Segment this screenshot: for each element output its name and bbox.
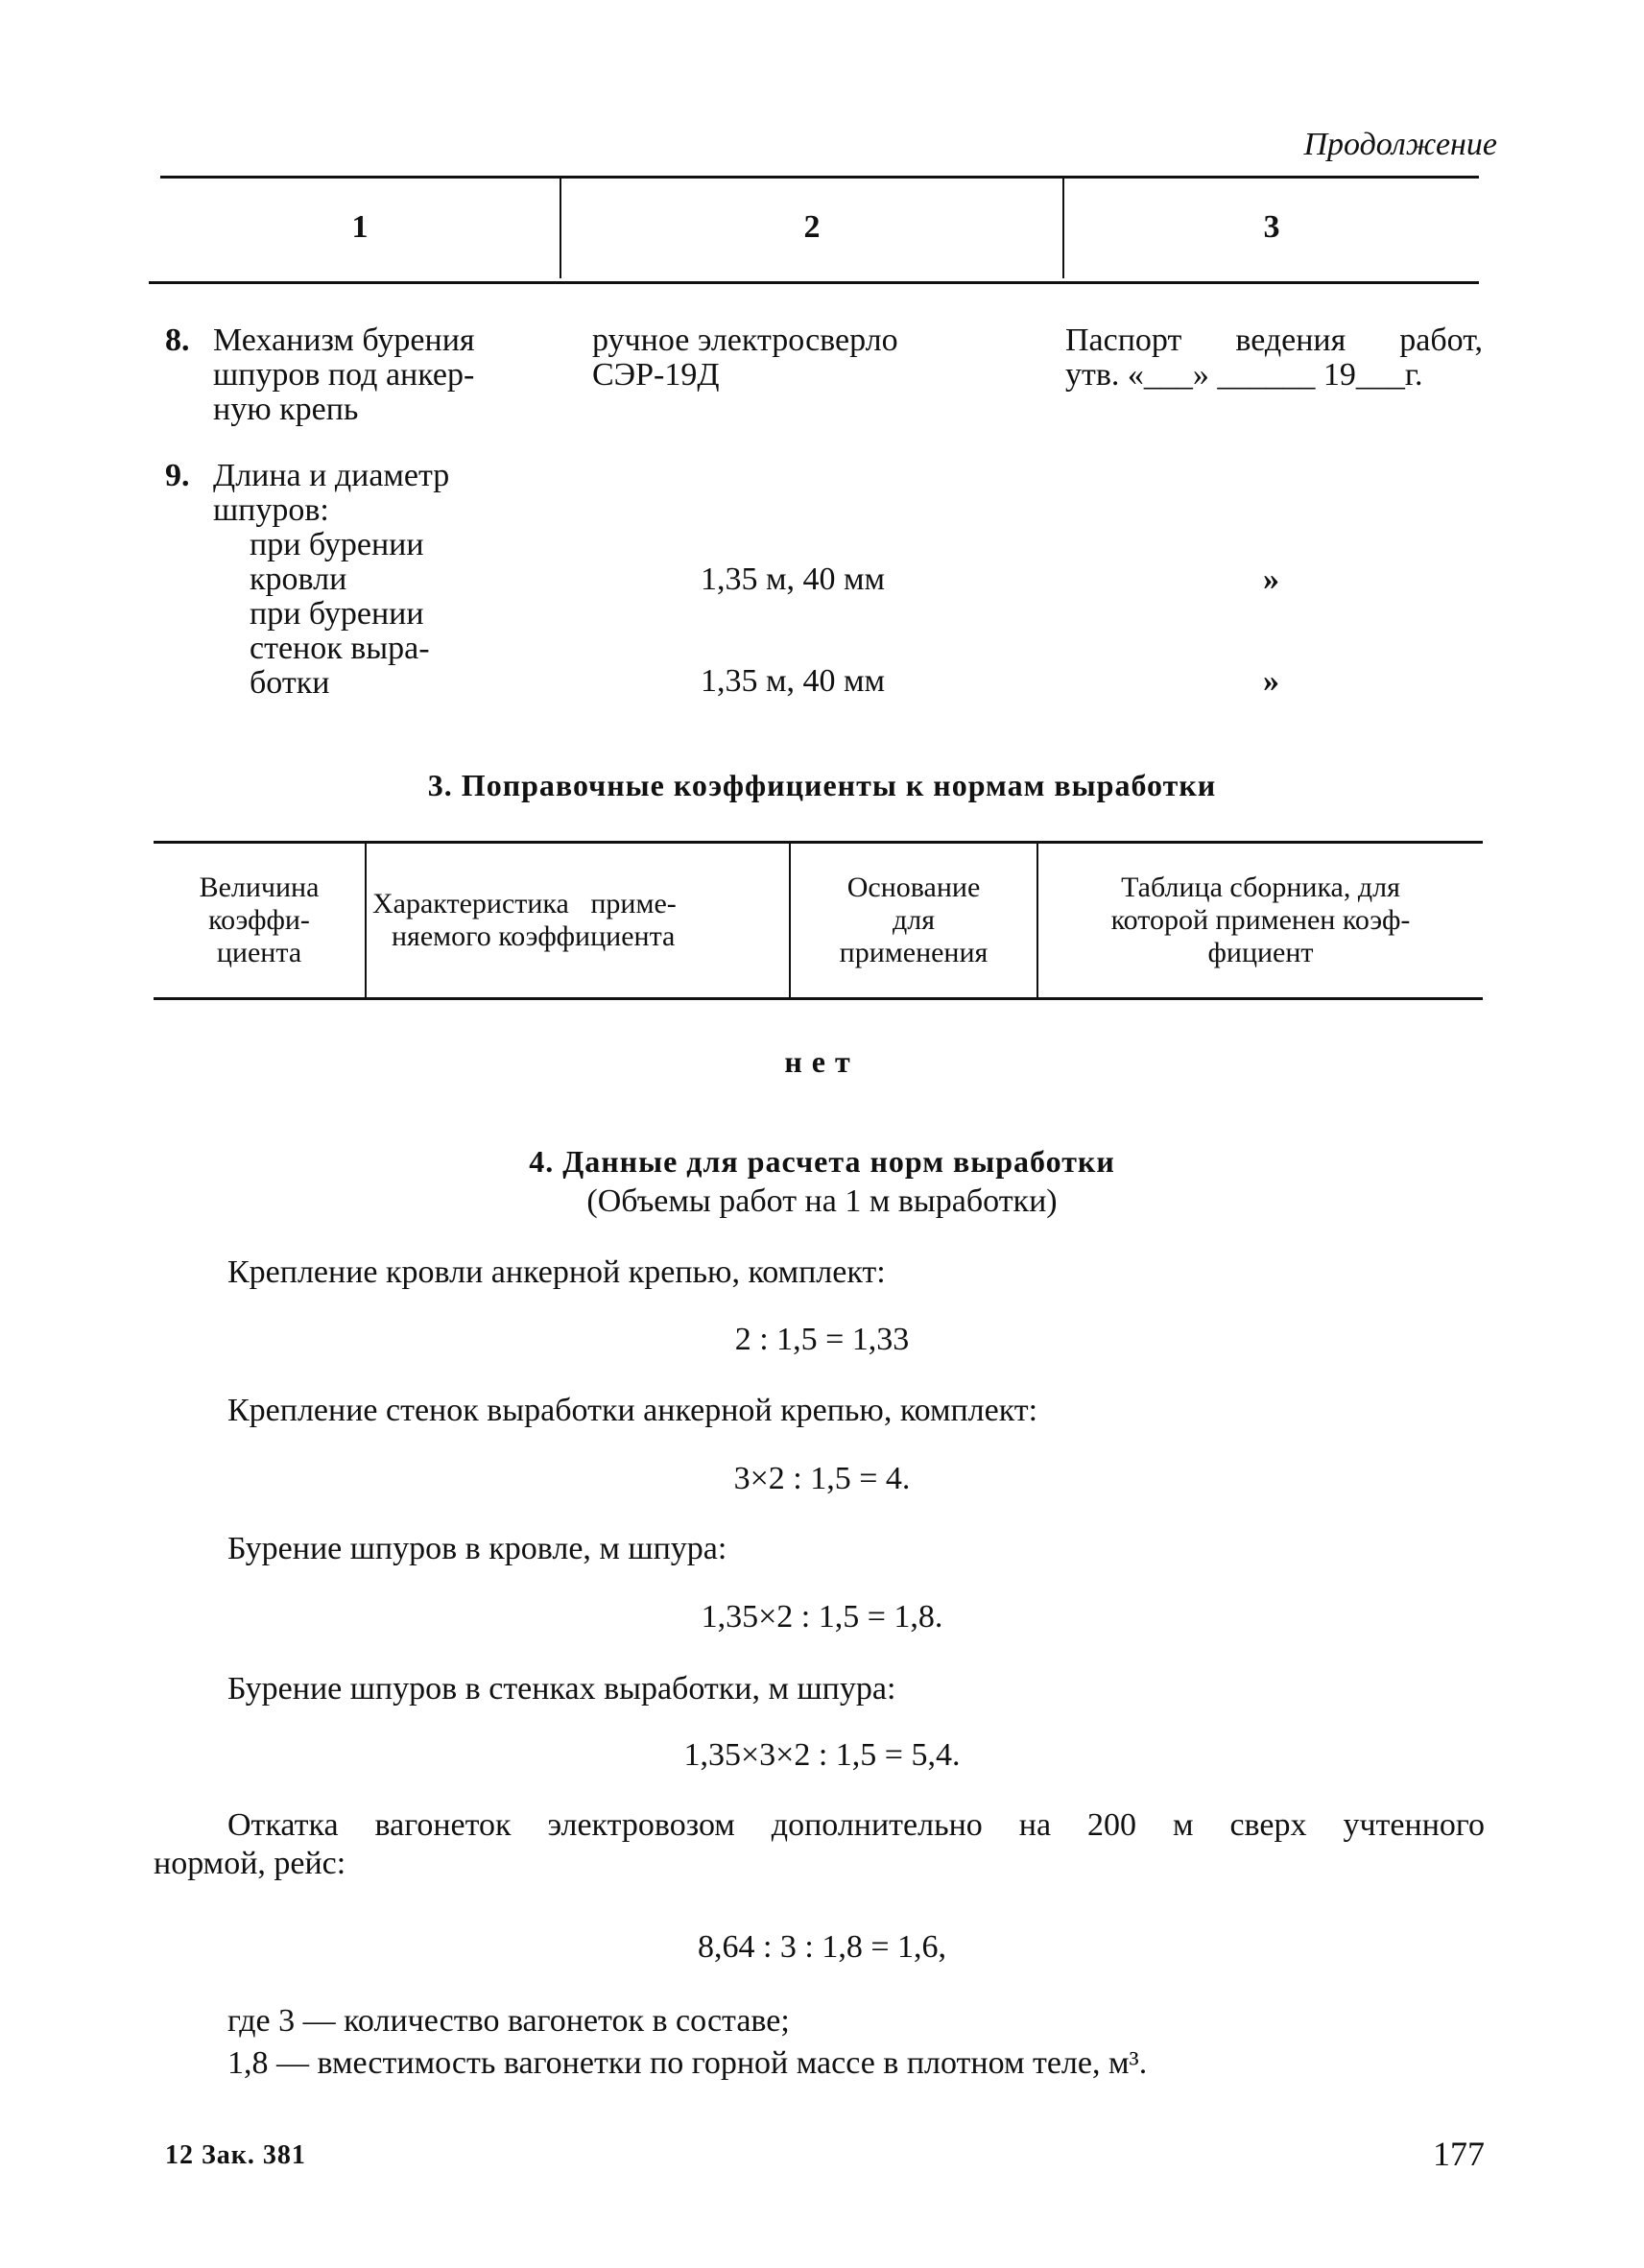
row8-item-line: ную крепь xyxy=(213,392,359,427)
row8-item xyxy=(213,323,475,427)
haulage-formula: 8,64 : 3 : 1,8 = 1,6, xyxy=(697,1929,947,1965)
haulage-text xyxy=(154,1806,1485,1883)
row8-basis xyxy=(1065,323,1483,393)
row8-number: 8. xyxy=(165,322,190,358)
row8-item-line: шпуров под анкер- xyxy=(213,357,475,393)
table2-header-line: для xyxy=(892,904,936,936)
row9-item xyxy=(213,459,449,528)
row9-item-line: Длина и диаметр xyxy=(213,458,450,493)
table1-col-header-2: 2 xyxy=(803,209,821,245)
table2-header-line: Таблица сборника, для xyxy=(1121,871,1400,903)
table2-header-line: Характеристика приме- xyxy=(372,888,677,919)
row9-sub1-label xyxy=(250,528,424,597)
table2-header-line: Основание xyxy=(846,871,981,903)
haulage-line: Откатка вагонеток электровозом дополнительно на 200 м сверх учтенного xyxy=(227,1807,1485,1843)
table2-header-line: фициент xyxy=(1207,937,1314,968)
table1-col-header-3: 3 xyxy=(1263,209,1280,245)
haulage-line: нормой, рейс: xyxy=(154,1846,346,1881)
table2-bottom-rule xyxy=(154,997,1483,1000)
row9-sub2-label-line: стенок выра- xyxy=(250,631,430,666)
table2-header-table xyxy=(1038,871,1483,969)
page-number: 177 xyxy=(1433,2135,1485,2173)
section3-title: 3. Поправочные коэффициенты к нормам выработки xyxy=(427,768,1217,802)
table2-empty-note: нет xyxy=(784,1044,860,1079)
row9-sub2-label-line: ботки xyxy=(250,665,330,701)
row9-sub1-value: 1,35 м, 40 мм xyxy=(701,561,886,597)
row9-sub1-label-line: кровли xyxy=(250,561,347,597)
table2-top-rule xyxy=(154,841,1483,844)
calc-formula: 1,35×3×2 : 1,5 = 5,4. xyxy=(683,1737,961,1773)
calc-text: Крепление кровли анкерной крепью, комплект: xyxy=(227,1254,886,1290)
calc-text: Бурение шпуров в стенках выработки, м шпура: xyxy=(227,1671,896,1707)
footer-order: 12 Зак. 381 xyxy=(165,2140,306,2170)
row8-value xyxy=(592,323,898,393)
table2-header-line: Величина xyxy=(199,871,320,903)
row9-sub2-value: 1,35 м, 40 мм xyxy=(701,663,886,699)
where-line-2: 1,8 — вместимость вагонетки по горной массе в плотном теле, м³. xyxy=(227,2045,1148,2081)
row9-sub1-label-line: при бурении xyxy=(250,527,424,562)
section4-subtitle: (Объемы работ на 1 м выработки) xyxy=(586,1183,1058,1219)
table2-header-basis xyxy=(791,871,1036,969)
table2-header-coefficient xyxy=(154,871,365,969)
section4-title: 4. Данные для расчета норм выработки xyxy=(529,1144,1115,1179)
calc-formula: 3×2 : 1,5 = 4. xyxy=(733,1461,911,1496)
table2-header-characteristic xyxy=(372,888,783,953)
calc-text: Крепление стенок выработки анкерной крепью, комплект: xyxy=(227,1393,1038,1428)
row8-basis-line: утв. «___» ______ 19___г. xyxy=(1065,357,1423,393)
continuation-label: Продолжение xyxy=(1303,127,1497,162)
row9-item-line: шпуров: xyxy=(213,492,329,528)
row9-sub1-basis: » xyxy=(1263,561,1279,597)
row8-value-line: СЭР-19Д xyxy=(592,357,720,393)
table2-col-divider-1 xyxy=(365,844,367,997)
row9-sub2-basis: » xyxy=(1263,663,1279,699)
row8-value-line: ручное электросверло xyxy=(592,322,898,358)
calc-formula: 2 : 1,5 = 1,33 xyxy=(734,1322,910,1357)
table2-header-line: циента xyxy=(216,937,302,968)
row9-sub2-label-line: при бурении xyxy=(250,596,424,632)
table2-header-line: коэффи- xyxy=(208,904,310,936)
row8-basis-line: Паспорт ведения работ, xyxy=(1065,322,1483,358)
table1-header-rule xyxy=(149,281,1479,284)
table2-header-line: применения xyxy=(839,937,989,968)
table2-header-line: которой применен коэф- xyxy=(1110,904,1411,936)
table1-col-header-1: 1 xyxy=(351,209,369,245)
row9-number: 9. xyxy=(165,458,190,493)
where-line-1: где 3 — количество вагонеток в составе; xyxy=(227,2003,790,2039)
row8-item-line: Механизм бурения xyxy=(213,322,475,358)
row9-sub2-label xyxy=(250,597,430,701)
table2-header-line: няемого коэффициента xyxy=(392,920,676,952)
calc-formula: 1,35×2 : 1,5 = 1,8. xyxy=(701,1599,943,1635)
table1-top-rule xyxy=(160,176,1479,179)
calc-text: Бурение шпуров в кровле, м шпура: xyxy=(227,1531,727,1566)
